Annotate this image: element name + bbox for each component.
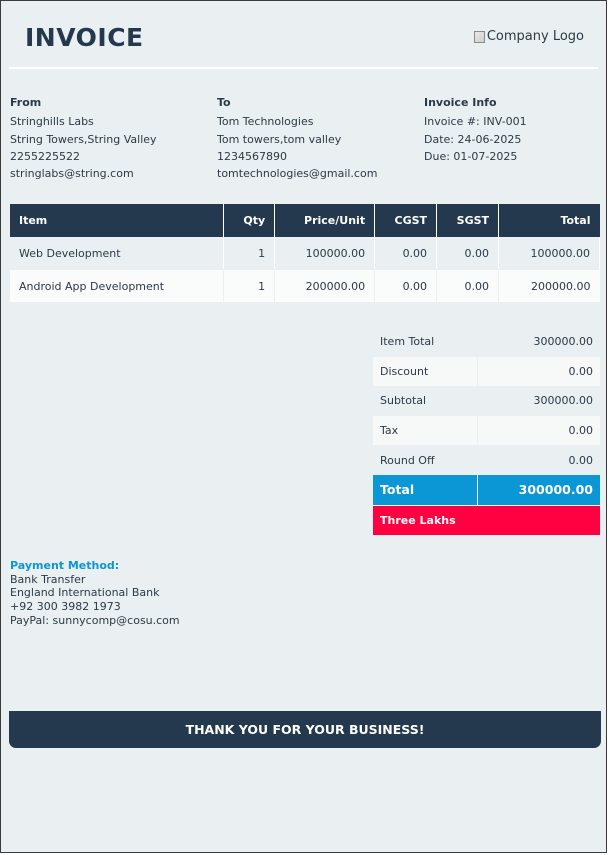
amount-in-words: Three Lakhs [373, 506, 600, 535]
discount-value: 0.00 [478, 357, 601, 387]
invoice-due-date: Due: 01-07-2025 [424, 149, 518, 163]
table-row [10, 237, 600, 270]
round-off-row [373, 445, 600, 475]
column-header-cgst: CGST [375, 204, 437, 237]
to-phone: 1234567890 [217, 149, 287, 163]
from-name: Stringhills Labs [10, 115, 94, 129]
round-off-label: Round Off [380, 453, 435, 467]
invoice-title: INVOICE [25, 23, 144, 52]
payment-method-type: Bank Transfer [10, 572, 86, 586]
to-section [217, 94, 417, 182]
items-header-row [10, 204, 600, 237]
grand-total-label: Total [373, 475, 478, 505]
subtotal-label: Subtotal [380, 394, 427, 408]
thank-you-footer: THANK YOU FOR YOUR BUSINESS! [9, 711, 601, 748]
column-header-item: Item [10, 204, 224, 237]
item-total-label: Item Total [380, 335, 435, 349]
payment-paypal: PayPal: sunnycomp@cosu.com [10, 613, 180, 627]
price-cell: 200000.00 [275, 270, 375, 303]
totals-table [373, 327, 600, 505]
subtotal-value: 300000.00 [533, 394, 593, 408]
column-header-qty: Qty [224, 204, 275, 237]
grand-total-value: 300000.00 [478, 475, 601, 505]
cgst-cell: 0.00 [375, 237, 437, 270]
cgst-cell: 0.00 [375, 270, 437, 303]
item-total-value: 300000.00 [533, 335, 593, 349]
company-logo-alt-text: Company Logo [486, 29, 584, 44]
invoice-date: Date: 24-06-2025 [424, 132, 522, 146]
invoice-info-section [424, 94, 609, 165]
to-heading: To [217, 96, 231, 109]
payment-bank-name: England International Bank [10, 586, 160, 600]
subtotal-row [373, 386, 600, 416]
item-total-row [373, 327, 600, 357]
round-off-value: 0.00 [568, 453, 593, 467]
payment-phone: +92 300 3982 1973 [10, 600, 121, 614]
discount-label: Discount [373, 357, 478, 387]
from-address: String Towers,String Valley [10, 132, 157, 146]
from-section [10, 94, 210, 182]
from-heading: From [10, 96, 42, 109]
line-total-cell: 100000.00 [499, 237, 600, 270]
sgst-cell: 0.00 [437, 270, 499, 303]
column-header-price: Price/Unit [275, 204, 375, 237]
line-total-cell: 200000.00 [499, 270, 600, 303]
grand-total-row [373, 475, 600, 505]
to-name: Tom Technologies [217, 115, 314, 129]
header-divider [9, 67, 598, 69]
item-name-cell: Android App Development [10, 270, 224, 303]
tax-label: Tax [373, 416, 478, 446]
to-address: Tom towers,tom valley [217, 132, 342, 146]
payment-method-section [10, 559, 180, 628]
table-row [10, 270, 600, 303]
tax-value: 0.00 [478, 416, 601, 446]
company-logo [474, 29, 584, 44]
tax-row [373, 416, 600, 446]
invoice-info-heading: Invoice Info [424, 96, 497, 109]
broken-image-icon [474, 31, 485, 43]
invoice-number: Invoice #: INV-001 [424, 115, 527, 129]
item-name-cell: Web Development [10, 237, 224, 270]
column-header-total: Total [499, 204, 600, 237]
qty-cell: 1 [224, 237, 275, 270]
from-email: stringlabs@string.com [10, 167, 134, 181]
discount-row [373, 357, 600, 387]
price-cell: 100000.00 [275, 237, 375, 270]
column-header-sgst: SGST [437, 204, 499, 237]
payment-method-title: Payment Method: [10, 559, 120, 572]
items-table [10, 204, 600, 303]
to-email: tomtechnologies@gmail.com [217, 167, 378, 181]
from-phone: 2255225522 [10, 149, 80, 163]
qty-cell: 1 [224, 270, 275, 303]
sgst-cell: 0.00 [437, 237, 499, 270]
